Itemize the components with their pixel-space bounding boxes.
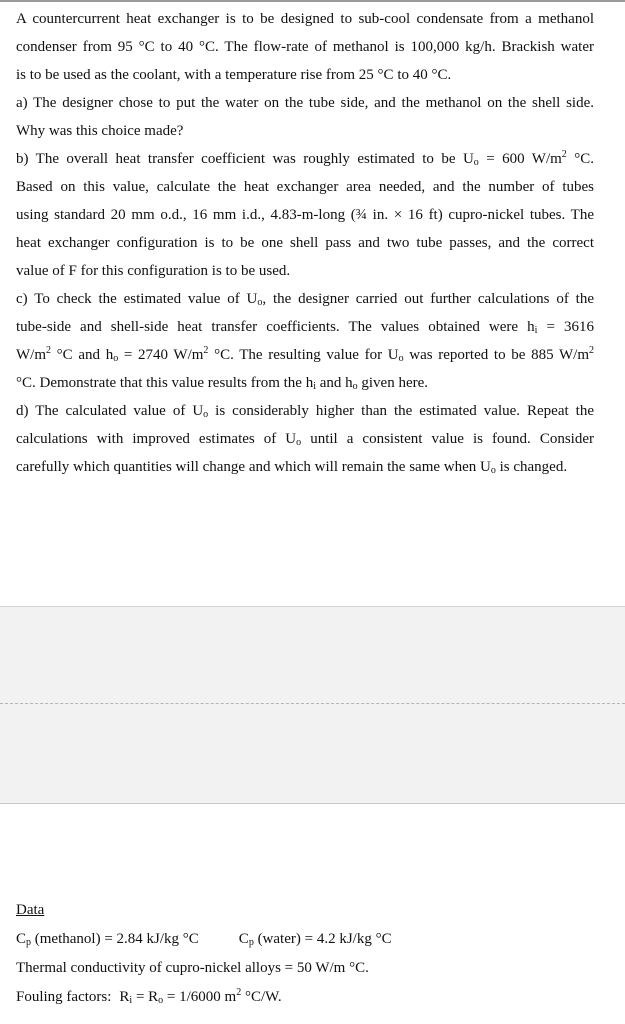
intro-line-1: A countercurrent heat exchanger is to be designed to sub-cool condensate from a methanol bbox=[16, 11, 594, 27]
part-b-line-1: b) The overall heat transfer coefficient was roughly estimated to be $U_o = 600$ $W/m^2$ °C. bbox=[16, 149, 594, 168]
data-heading: Data bbox=[16, 902, 45, 918]
dashed-divider bbox=[0, 703, 625, 704]
conductivity-line: Thermal conductivity of cupro-nickel alloys = 50 W/m °C. bbox=[16, 960, 369, 976]
intro-line-2: condenser from 95 °C to 40 °C. The flow-rate of methanol is 100,000 kg/h. Brackish water bbox=[16, 39, 594, 55]
part-b-line-4: heat exchanger configuration is to be one shell pass and two tube passes, and the correct bbox=[16, 235, 594, 251]
specific-heat-line bbox=[16, 925, 606, 954]
part-d-line-3: carefully which quantities will change and which will remain the same when $U_o$ is changed. bbox=[16, 459, 568, 476]
part-b-line-5: value of F for this configuration is to be used. bbox=[16, 263, 291, 279]
intro-line-3: is to be used as the coolant, with a temperature rise from 25 °C to 40 °C. bbox=[16, 67, 452, 83]
part-d-line-1: d) The calculated value of $U_o$ is considerably higher than the estimated value. Repeat the bbox=[16, 403, 594, 420]
part-c-line-1: c) To check the estimated value of $U_o$, the designer carried out further calculations of the bbox=[16, 291, 594, 308]
part-c-line-3: $W/m^2$ °C and $h_o = 2740$ $W/m^2$ °C. The resulting value for $U_o$ was reported to be 885 $W/m^2$ bbox=[16, 345, 594, 364]
answer-area bbox=[0, 606, 625, 804]
question-text bbox=[16, 5, 594, 481]
part-a-line-1: a) The designer chose to put the water on the tube side, and the methanol on the shell side. bbox=[16, 95, 594, 111]
part-a-line-2: Why was this choice made? bbox=[16, 123, 184, 139]
part-b-line-3: using standard 20 mm o.d., 16 mm i.d., 4.83-m-long (¾ in. × 16 ft) cupro-nickel tubes. The bbox=[16, 207, 594, 223]
part-c-line-2: tube-side and shell-side heat transfer coefficients. The values obtained were $h_i = 3616$ bbox=[16, 319, 594, 336]
top-rule bbox=[0, 0, 625, 2]
fouling-line: Fouling factors: $R_i = R_o = 1/6000$ $m^2$ °C/W. bbox=[16, 987, 282, 1006]
cp-water: $C_p$ (water) = 4.2 kJ/kg °C bbox=[238, 931, 392, 948]
part-b-line-2: Based on this value, calculate the heat exchanger area needed, and the number of tubes bbox=[16, 179, 594, 195]
data-section bbox=[16, 896, 606, 1012]
part-d-line-2: calculations with improved estimates of $U_o$ until a consistent value is found. Consider bbox=[16, 431, 594, 448]
cp-methanol: $C_p$ (methanol) = 2.84 kJ/kg °C bbox=[16, 931, 199, 948]
part-c-line-4: °C. Demonstrate that this value results from the $h_i$ and $h_o$ given here. bbox=[16, 375, 429, 392]
